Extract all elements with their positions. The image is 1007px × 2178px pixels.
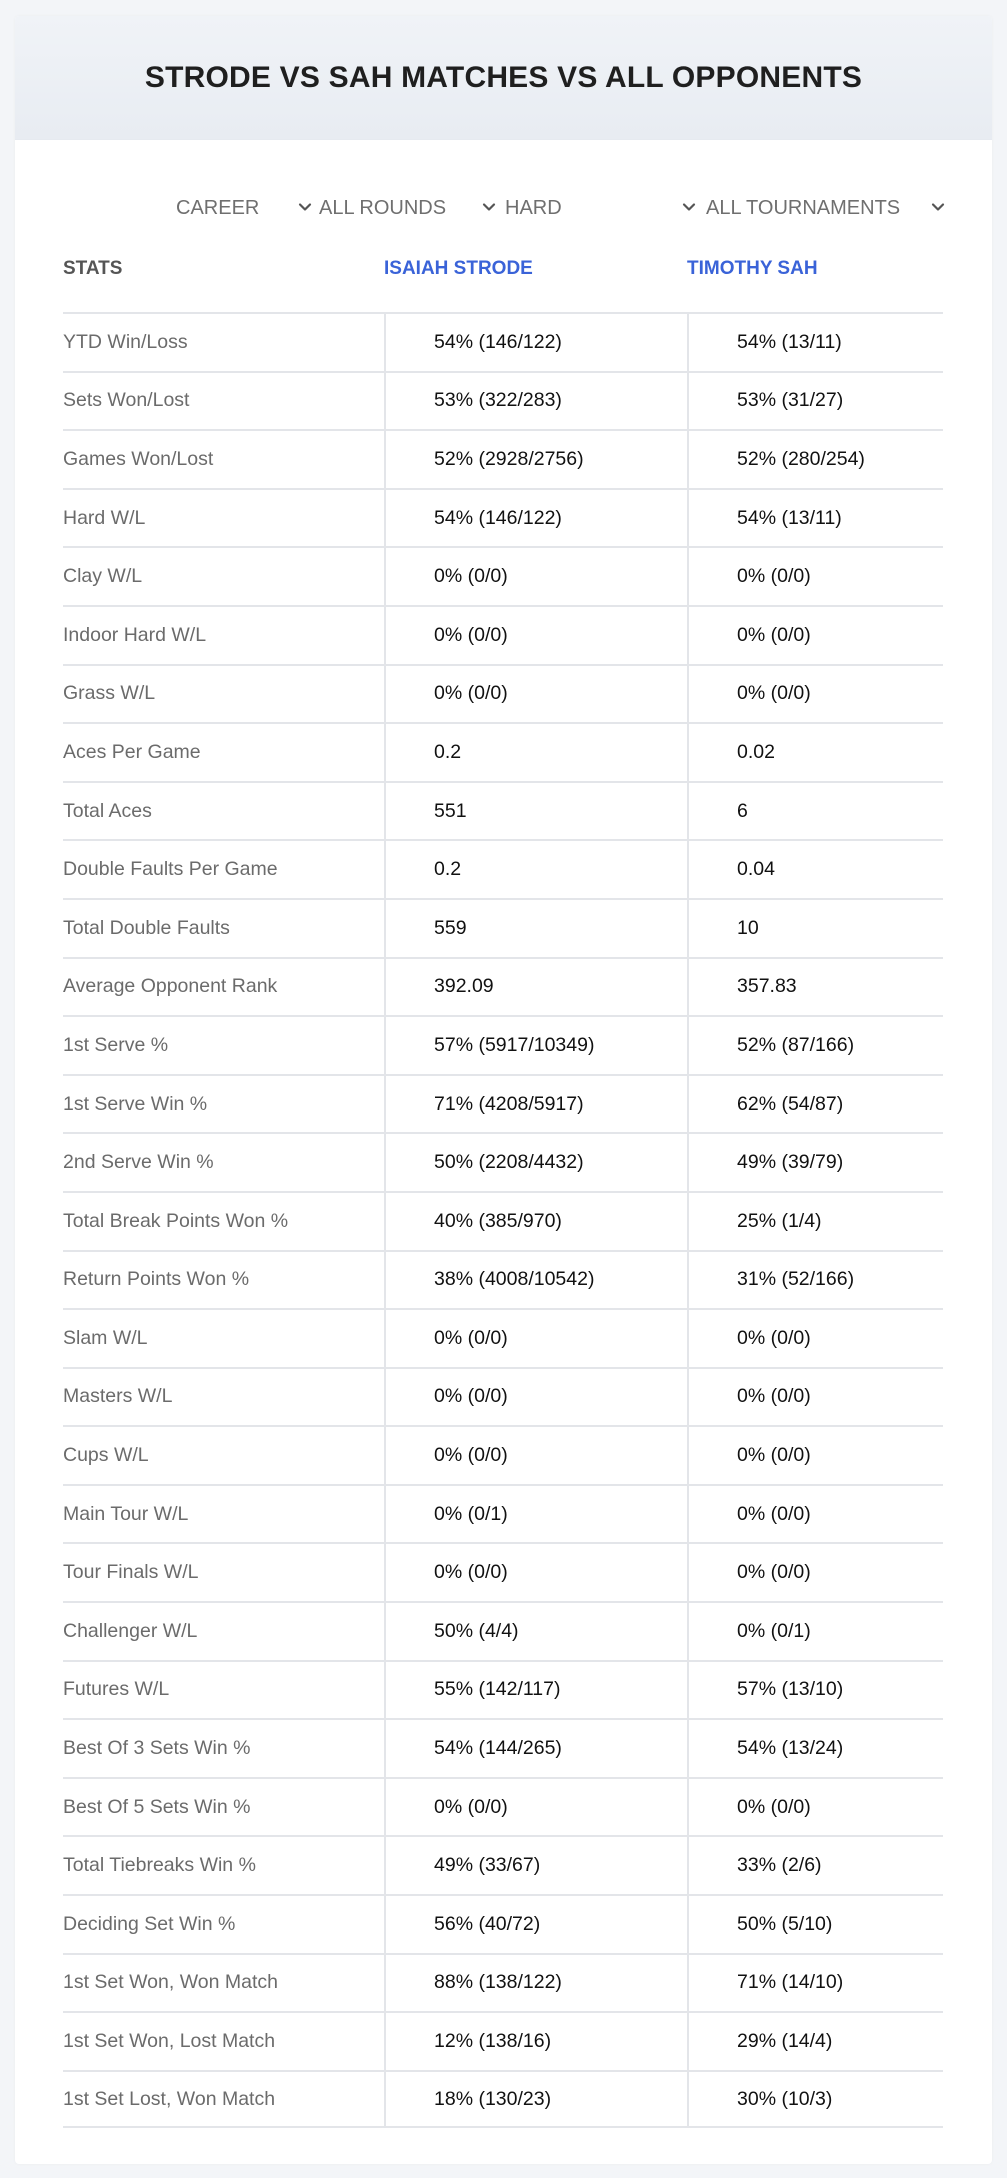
table-row [63,429,943,488]
chevron-down-icon [928,197,948,217]
player2-stat-value: 0% (0/0) [687,548,943,605]
stat-label: Hard W/L [63,506,146,529]
player1-stat-value: 54% (144/265) [384,1720,686,1777]
player2-stat-value: 33% (2/6) [687,1837,943,1894]
stat-label: Sets Won/Lost [63,389,190,412]
chevron-down-icon [479,197,499,217]
player2-stat-value: 0.04 [687,841,943,898]
player1-column-header[interactable]: ISAIAH STRODE [384,258,533,279]
stat-label: 1st Set Won, Lost Match [63,2030,276,2053]
player2-stat-value: 52% (280/254) [687,431,943,488]
table-row [63,839,943,898]
player1-stat-value: 0.2 [384,841,686,898]
table-header [63,254,943,314]
player2-stat-value: 10 [687,900,943,957]
player1-stat-value: 559 [384,900,686,957]
player2-stat-value: 0% (0/1) [687,1603,943,1660]
stat-label: Indoor Hard W/L [63,623,207,646]
chevron-down-icon [679,197,699,217]
table-row [63,1250,943,1309]
player2-stat-value: 0% (0/0) [687,1544,943,1601]
player1-stat-value: 50% (2208/4432) [384,1134,686,1191]
table-row [63,1132,943,1191]
player1-stat-value: 0.2 [384,724,686,781]
stat-label: Challenger W/L [63,1619,198,1642]
stat-label: Futures W/L [63,1678,170,1701]
player2-stat-value: 6 [687,783,943,840]
player1-stat-value: 551 [384,783,686,840]
stat-label: Total Aces [63,799,152,822]
stat-label: Aces Per Game [63,740,201,763]
tournament-select-value: ALL TOURNAMENTS [706,196,901,219]
table-row [63,1777,943,1836]
player1-stat-value: 54% (146/122) [384,490,686,547]
player2-stat-value: 49% (39/79) [687,1134,943,1191]
table-row [63,2070,943,2129]
table-row [63,1484,943,1543]
stat-label: Clay W/L [63,565,143,588]
page-title: STRODE VS SAH MATCHES VS ALL OPPONENTS [144,60,863,94]
period-select[interactable] [176,188,259,228]
chevron-down-icon [295,197,315,217]
player1-stat-value: 57% (5917/10349) [384,1017,686,1074]
player1-stat-value: 0% (0/0) [384,548,686,605]
stat-label: Total Double Faults [63,916,230,939]
surface-select[interactable] [505,188,562,228]
table-row [63,1191,943,1250]
player2-stat-value: 0% (0/0) [687,1486,943,1543]
player2-stat-value: 52% (87/166) [687,1017,943,1074]
table-row [63,605,943,664]
table-row [63,1718,943,1777]
stats-card [15,16,992,2164]
stat-label: Slam W/L [63,1326,148,1349]
player1-stat-value: 12% (138/16) [384,2013,686,2070]
stat-label: 1st Serve % [63,1033,169,1056]
player1-stat-value: 49% (33/67) [384,1837,686,1894]
player1-stat-value: 50% (4/4) [384,1603,686,1660]
player2-stat-value: 30% (10/3) [687,2072,943,2127]
stat-label: Double Faults Per Game [63,858,278,881]
stat-label: Cups W/L [63,1444,149,1467]
table-row [63,488,943,547]
player2-stat-value: 57% (13/10) [687,1662,943,1719]
player1-stat-value: 55% (142/117) [384,1662,686,1719]
player1-stat-value: 0% (0/0) [384,607,686,664]
player2-column-header[interactable]: TIMOTHY SAH [687,258,818,279]
player2-stat-value: 31% (52/166) [687,1252,943,1309]
stat-label: YTD Win/Loss [63,330,188,353]
table-row [63,722,943,781]
player2-stat-value: 357.83 [687,959,943,1016]
player1-stat-value: 88% (138/122) [384,1955,686,2012]
player1-stat-value: 0% (0/1) [384,1486,686,1543]
player1-stat-value: 38% (4008/10542) [384,1252,686,1309]
stat-label: Best Of 5 Sets Win % [63,1795,251,1818]
table-row [63,1308,943,1367]
stat-label: Return Points Won % [63,1268,250,1291]
player2-stat-value: 54% (13/11) [687,490,943,547]
player2-stat-value: 62% (54/87) [687,1076,943,1133]
player2-stat-value: 71% (14/10) [687,1955,943,2012]
table-row [63,957,943,1016]
player2-stat-value: 53% (31/27) [687,373,943,430]
player2-stat-value: 25% (1/4) [687,1193,943,1250]
tournament-select[interactable] [706,188,900,228]
player1-stat-value: 71% (4208/5917) [384,1076,686,1133]
player2-stat-value: 0% (0/0) [687,1427,943,1484]
player1-stat-value: 52% (2928/2756) [384,431,686,488]
player2-stat-value: 0% (0/0) [687,1310,943,1367]
table-row [63,1542,943,1601]
stat-label: 2nd Serve Win % [63,1151,214,1174]
table-row [63,1425,943,1484]
player1-stat-value: 0% (0/0) [384,1544,686,1601]
player1-stat-value: 0% (0/0) [384,1427,686,1484]
player1-stat-value: 0% (0/0) [384,666,686,723]
player1-stat-value: 40% (385/970) [384,1193,686,1250]
player1-stat-value: 0% (0/0) [384,1310,686,1367]
filter-bar [15,188,992,228]
player2-stat-value: 0% (0/0) [687,607,943,664]
stat-label: Deciding Set Win % [63,1912,236,1935]
stat-label: 1st Set Won, Won Match [63,1971,278,1994]
player1-stat-value: 392.09 [384,959,686,1016]
stat-label: Games Won/Lost [63,447,214,470]
table-row [63,312,943,371]
table-row [63,1894,943,1953]
period-select-value: CAREER [176,196,260,219]
player2-stat-value: 0% (0/0) [687,1779,943,1836]
stat-label: Best Of 3 Sets Win % [63,1737,251,1760]
stat-label: Main Tour W/L [63,1502,189,1525]
table-row [63,371,943,430]
table-row [63,1074,943,1133]
table-row [63,546,943,605]
stat-label: Average Opponent Rank [63,975,278,998]
player2-stat-value: 0% (0/0) [687,666,943,723]
player1-stat-value: 0% (0/0) [384,1369,686,1426]
stats-table-body [63,312,943,2128]
player1-stat-value: 53% (322/283) [384,373,686,430]
stat-label: 1st Set Lost, Won Match [63,2087,276,2110]
surface-select-value: HARD [505,196,562,219]
table-row [63,1601,943,1660]
player2-stat-value: 0.02 [687,724,943,781]
player2-stat-value: 54% (13/11) [687,314,943,371]
player2-stat-value: 50% (5/10) [687,1896,943,1953]
table-row [63,2011,943,2070]
stat-label: Total Break Points Won % [63,1209,289,1232]
table-row [63,1835,943,1894]
player2-stat-value: 29% (14/4) [687,2013,943,2070]
table-row [63,664,943,723]
stat-label: 1st Serve Win % [63,1092,208,1115]
table-row [63,1015,943,1074]
table-row [63,1660,943,1719]
stat-label: Grass W/L [63,682,156,705]
table-row [63,1367,943,1426]
player1-stat-value: 18% (130/23) [384,2072,686,2127]
stat-label: Masters W/L [63,1385,173,1408]
table-row [63,781,943,840]
table-row [63,1953,943,2012]
table-row [63,898,943,957]
stat-label: Tour Finals W/L [63,1561,199,1584]
player2-stat-value: 0% (0/0) [687,1369,943,1426]
round-select[interactable] [319,188,446,228]
round-select-value: ALL ROUNDS [319,196,447,219]
stats-column-header: STATS [63,258,123,279]
player2-stat-value: 54% (13/24) [687,1720,943,1777]
player1-stat-value: 56% (40/72) [384,1896,686,1953]
stat-label: Total Tiebreaks Win % [63,1854,256,1877]
player1-stat-value: 54% (146/122) [384,314,686,371]
card-header [15,16,992,140]
player1-stat-value: 0% (0/0) [384,1779,686,1836]
